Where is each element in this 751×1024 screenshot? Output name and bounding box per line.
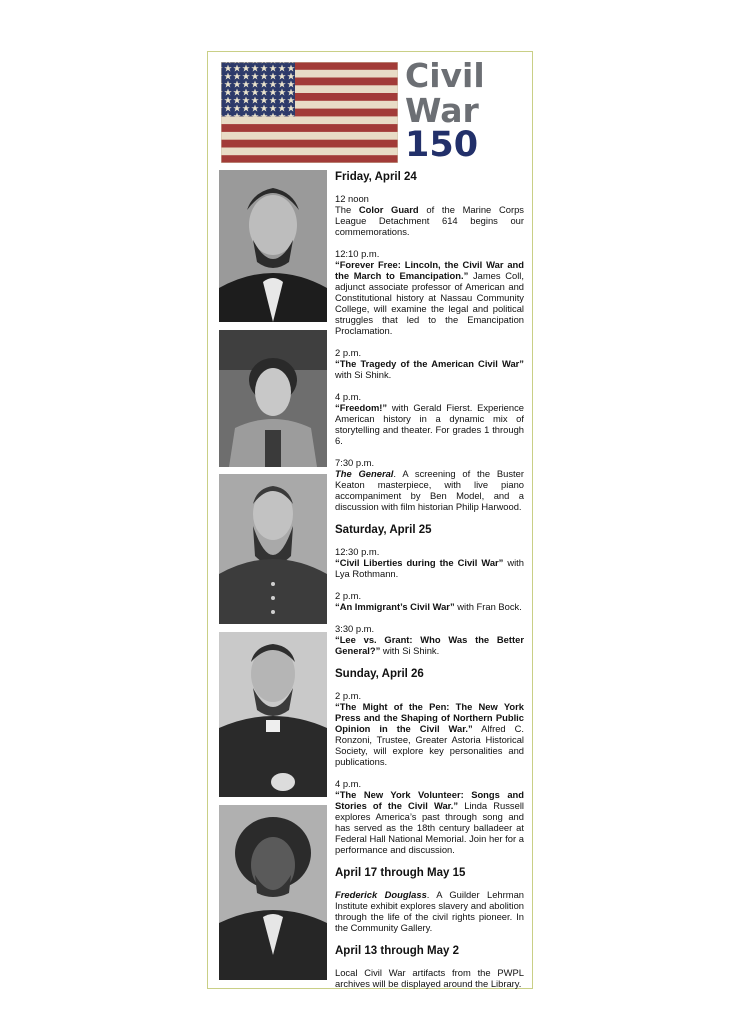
exhibit-description: Local Civil War artifacts from the PWPL archives will be displayed around the Library. [335, 967, 524, 989]
event-title [405, 58, 485, 163]
event-the-general [335, 457, 524, 512]
event-time: 2 p.m. [335, 690, 362, 701]
day-heading-friday: Friday, April 24 [335, 171, 417, 183]
event-title: “Civil Liberties during the Civil War” [335, 557, 504, 568]
douglass-photo [219, 805, 327, 980]
schedule-column [335, 170, 524, 1000]
event-description: of the Marine Corps League Detachment 614 begins our commemorations. [335, 204, 524, 237]
title-civil: Civil [405, 56, 485, 95]
keaton-portrait-graphic [219, 330, 327, 467]
day-heading-sunday: Sunday, April 26 [335, 668, 424, 680]
officer-portrait-graphic [219, 474, 327, 624]
title-war: War [405, 91, 479, 130]
day-heading-saturday: Saturday, April 25 [335, 524, 432, 536]
event-time: 4 p.m. [335, 391, 362, 402]
event-title: Color Guard [358, 204, 419, 215]
douglass-portrait-graphic [219, 805, 327, 980]
event-might-of-the-pen [335, 690, 524, 767]
event-title: “Lee vs. Grant: Who Was the Better General?” [335, 634, 524, 656]
exhibit-douglass [335, 889, 524, 933]
event-title: “An Immigrant’s Civil War” [335, 601, 455, 612]
exhibit-title: Frederick Douglass [335, 889, 427, 900]
lincoln-photo [219, 170, 327, 322]
event-tragedy [335, 347, 524, 380]
grant-photo [219, 632, 327, 797]
event-title: “The New York Volunteer: Songs and Stories of the Civil War.” [335, 789, 524, 811]
event-description: with Si Shink. [335, 369, 392, 380]
event-description: James Coll, adjunct associate professor of American and Constitutional history at Nassau Community College, will examine the legal and political struggles that led to the Emancipation Proclamation. [335, 270, 524, 336]
grant-portrait-graphic [219, 632, 327, 797]
event-time: 2 p.m. [335, 590, 362, 601]
event-title: “Freedom!” [335, 402, 388, 413]
event-ny-volunteer [335, 778, 524, 855]
exhibit-heading-artifacts: April 13 through May 2 [335, 945, 459, 957]
flag-graphic [221, 62, 398, 163]
event-description: with Fran Bock. [454, 601, 522, 612]
event-time: 2 p.m. [335, 347, 362, 358]
exhibit-heading-douglass: April 17 through May 15 [335, 867, 466, 879]
event-title: “Forever Free: Lincoln, the Civil War and the March to Emancipation.” [335, 259, 524, 281]
event-title: “The Might of the Pen: The New York Press and the Shaping of Northern Public Opinion in the Civil War.” [335, 701, 524, 734]
event-text-pre: The [335, 204, 359, 215]
event-time: 12:10 p.m. [335, 248, 380, 259]
event-description: Alfred C. Ronzoni, Trustee, Greater Astoria Historical Society, will explore key personalities and publications. [335, 723, 525, 767]
exhibit-description: . A Guilder Lehrman Institute exhibit explores slavery and abolition through the life of the civil rights pioneer. In the Community Gallery. [335, 889, 524, 933]
event-description: with Lya Rothmann. [335, 557, 524, 579]
event-time: 12 noon [335, 193, 369, 204]
title-150: 150 [405, 125, 479, 165]
event-time: 7:30 p.m. [335, 457, 375, 468]
event-freedom [335, 391, 524, 446]
event-description: . A screening of the Buster Keaton masterpiece, with live piano accompaniment by Ben Model, and a discussion with film historian Philip Harwood. [335, 468, 524, 512]
event-color-guard [335, 193, 524, 237]
event-title: “The Tragedy of the American Civil War” [335, 358, 524, 369]
event-immigrants-civil-war [335, 590, 524, 612]
event-time: 12:30 p.m. [335, 546, 380, 557]
event-time: 4 p.m. [335, 778, 362, 789]
event-description: with Gerald Fierst. Experience American history in a dynamic mix of storytelling and theater. For grades 1 through 6. [335, 402, 524, 446]
event-lee-vs-grant [335, 623, 524, 656]
event-time: 3:30 p.m. [335, 623, 375, 634]
event-description: with Si Shink. [380, 645, 440, 656]
event-forever-free [335, 248, 524, 336]
event-civil-liberties [335, 546, 524, 579]
event-description: Linda Russell explores America’s past through song and has served as the 18th century balladeer at Federal Hall National Memorial. Join her for a performance and discussion. [335, 800, 524, 855]
lincoln-portrait-graphic [219, 170, 327, 322]
keaton-photo [219, 330, 327, 467]
officer-photo [219, 474, 327, 624]
event-title: The General [335, 468, 394, 479]
exhibit-artifacts [335, 967, 524, 989]
flag-image [221, 62, 398, 163]
